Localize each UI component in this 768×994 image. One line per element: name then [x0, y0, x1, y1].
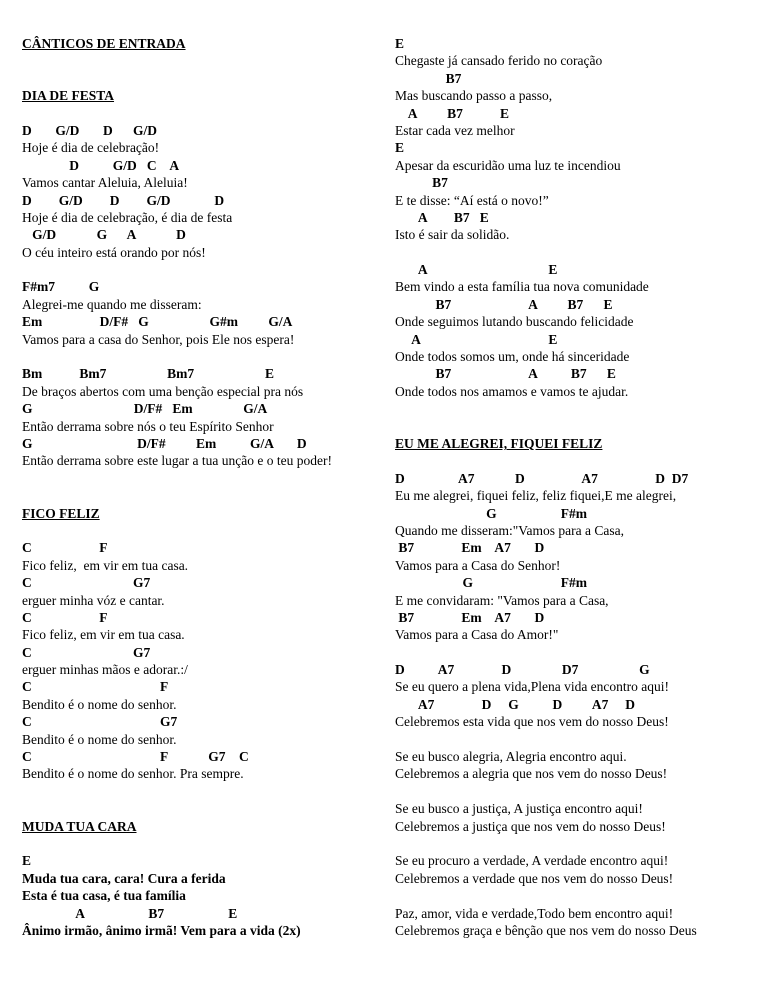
blank-line	[395, 731, 765, 748]
chord-line: Bm Bm7 Bm7 E	[22, 366, 275, 382]
lyric-line: Quando me disseram:"Vamos para a Casa,	[395, 522, 624, 538]
lyric-line: Bendito é o nome do senhor.	[22, 731, 177, 747]
chord-line: D G/D D G/D	[22, 122, 157, 138]
blank-line	[395, 244, 765, 261]
lyric-line: Onde todos somos um, onde há sinceridade	[395, 349, 630, 365]
lyric-line: Bem vindo a esta família tua nova comunidade	[395, 279, 649, 295]
lyric-line: Então derrama sobre este lugar a tua unção e o teu poder!	[22, 453, 332, 469]
chord-line: C F	[22, 540, 108, 556]
lyric-line: Bendito é o nome do senhor. Pra sempre.	[22, 766, 244, 782]
blank-line	[22, 522, 382, 539]
chord-line: D G/D C A	[22, 157, 180, 173]
lyric-line: Fico feliz, em vir em tua casa.	[22, 557, 189, 573]
lyric-line: Onde todos nos amamos e vamos te ajudar.	[395, 383, 629, 399]
lyric-line: E me convidaram: "Vamos para a Casa,	[395, 592, 609, 608]
lyric-line: Estar cada vez melhor	[395, 122, 515, 138]
blank-line	[22, 800, 382, 817]
chord-line: E	[395, 36, 405, 51]
song-title: DIA DE FESTA	[22, 88, 115, 104]
chord-line: E	[22, 853, 32, 869]
song-title: MUDA TUA CARA	[22, 818, 137, 834]
lyric-line: erguer minhas mãos e adorar.:/	[22, 662, 188, 678]
blank-line	[22, 835, 382, 852]
blank-line	[395, 887, 765, 904]
chord-line: D A7 D D7 G	[395, 662, 650, 678]
blank-line	[395, 835, 765, 852]
lyric-line: Celebremos a verdade que nos vem do nosso Deus!	[395, 870, 674, 886]
song-title: EU ME ALEGREI, FIQUEI FELIZ	[395, 435, 603, 451]
lyric-line: Se eu busco alegria, Alegria encontro aqui.	[395, 749, 627, 765]
blank-line	[22, 470, 382, 487]
lyric-line: Isto é sair da solidão.	[395, 227, 510, 243]
song-title: CÂNTICOS DE ENTRADA	[22, 36, 186, 51]
chord-line: C G7	[22, 714, 178, 730]
chord-line: E	[395, 140, 405, 156]
lyric-line: Se eu busco a justiça, A justiça encontro aqui!	[395, 801, 643, 817]
lyric-line: Se eu quero a plena vida,Plena vida encontro aqui!	[395, 679, 670, 695]
lyric-line: Celebremos a justiça que nos vem do nosso Deus!	[395, 818, 666, 834]
lyric-line: Celebremos a alegria que nos vem do nosso Deus!	[395, 766, 668, 782]
lyric-line: Hoje é dia de celebração!	[22, 140, 160, 156]
blank-line	[395, 418, 765, 435]
lyric-line: O céu inteiro está orando por nós!	[22, 244, 206, 260]
lyric-line: Eu me alegrei, fiquei feliz, feliz fiquei,E me alegrei,	[395, 488, 677, 504]
lyric-line: Onde seguimos lutando buscando felicidade	[395, 314, 634, 330]
blank-line	[22, 783, 382, 800]
blank-line	[22, 261, 382, 278]
blank-line	[22, 70, 382, 87]
lyric-line: Alegrei-me quando me disseram:	[22, 296, 202, 312]
chord-line: A7 D G D A7 D	[395, 696, 636, 712]
blank-line	[395, 783, 765, 800]
chord-line: A E	[395, 331, 558, 347]
lyric-line: Vamos para a Casa do Amor!"	[395, 627, 559, 643]
song-title: FICO FELIZ	[22, 505, 100, 521]
chord-line: C F	[22, 609, 108, 625]
lyric-line: Fico feliz, em vir em tua casa.	[22, 627, 185, 643]
lyric-line: Vamos para a casa do Senhor, pois Ele nos espera!	[22, 331, 295, 347]
chord-line: A B7 E	[22, 905, 238, 921]
lyric-line-bold: Muda tua cara, cara! Cura a ferida	[22, 870, 226, 886]
chord-line: Em D/F# G G#m G/A	[22, 314, 293, 330]
lyric-line: Então derrama sobre nós o teu Espírito Senhor	[22, 418, 274, 434]
chord-line: A E	[395, 262, 558, 278]
chord-line: C F	[22, 679, 169, 695]
lyric-line: Paz, amor, vida e verdade,Todo bem encontro aqui!	[395, 905, 674, 921]
blank-line	[395, 644, 765, 661]
blank-line	[395, 400, 765, 417]
lyric-line: Apesar da escuridão uma luz te incendiou	[395, 157, 621, 173]
chord-line: B7 Em A7 D	[395, 540, 545, 556]
chord-line: B7	[395, 70, 462, 86]
chord-line: G/D G A D	[22, 227, 186, 243]
chord-line: A B7 E	[395, 209, 489, 225]
lyric-line-bold: Esta é tua casa, é tua família	[22, 888, 186, 904]
chord-line: F#m7 G	[22, 279, 100, 295]
chord-line: C G7	[22, 575, 151, 591]
lyric-line: Mas buscando passo a passo,	[395, 88, 553, 104]
chord-line: C G7	[22, 644, 151, 660]
lyric-line: Chegaste já cansado ferido no coração	[395, 53, 603, 69]
chord-line: D A7 D A7 D D7	[395, 470, 689, 486]
right-column	[395, 35, 765, 939]
left-column	[22, 35, 382, 939]
chord-line: C F G7 C	[22, 749, 249, 765]
chord-line: B7	[395, 175, 448, 191]
chord-line: A B7 E	[395, 105, 510, 121]
lyric-line: Vamos para a Casa do Senhor!	[395, 557, 561, 573]
chord-line: G F#m	[395, 575, 587, 591]
lyric-line: De braços abertos com uma benção especial pra nós	[22, 383, 304, 399]
lyric-line: Bendito é o nome do senhor.	[22, 696, 177, 712]
lyric-line: Se eu procuro a verdade, A verdade encontro aqui!	[395, 853, 669, 869]
chord-line: D G/D D G/D D	[22, 192, 225, 208]
chord-line: G D/F# Em G/A D	[22, 435, 307, 451]
chord-line: G D/F# Em G/A	[22, 401, 268, 417]
blank-line	[22, 348, 382, 365]
lyric-line: Celebremos esta vida que nos vem do nosso Deus!	[395, 714, 669, 730]
blank-line	[22, 487, 382, 504]
blank-line	[395, 452, 765, 469]
blank-line	[22, 52, 382, 69]
lyric-line: Celebremos graça e bênção que nos vem do nosso Deus	[395, 922, 697, 938]
lyric-line-bold: Ânimo irmão, ânimo irmã! Vem para a vida (2x)	[22, 922, 301, 938]
chord-line: B7 A B7 E	[395, 366, 616, 382]
lyric-line: erguer minha vóz e cantar.	[22, 592, 165, 608]
chord-line: G F#m	[395, 505, 587, 521]
chord-line: B7 A B7 E	[395, 296, 613, 312]
lyric-line: Hoje é dia de celebração, é dia de festa	[22, 209, 233, 225]
blank-line	[22, 105, 382, 122]
chord-line: B7 Em A7 D	[395, 609, 545, 625]
lyric-line: E te disse: “Aí está o novo!”	[395, 192, 549, 208]
lyric-line: Vamos cantar Aleluia, Aleluia!	[22, 175, 188, 191]
